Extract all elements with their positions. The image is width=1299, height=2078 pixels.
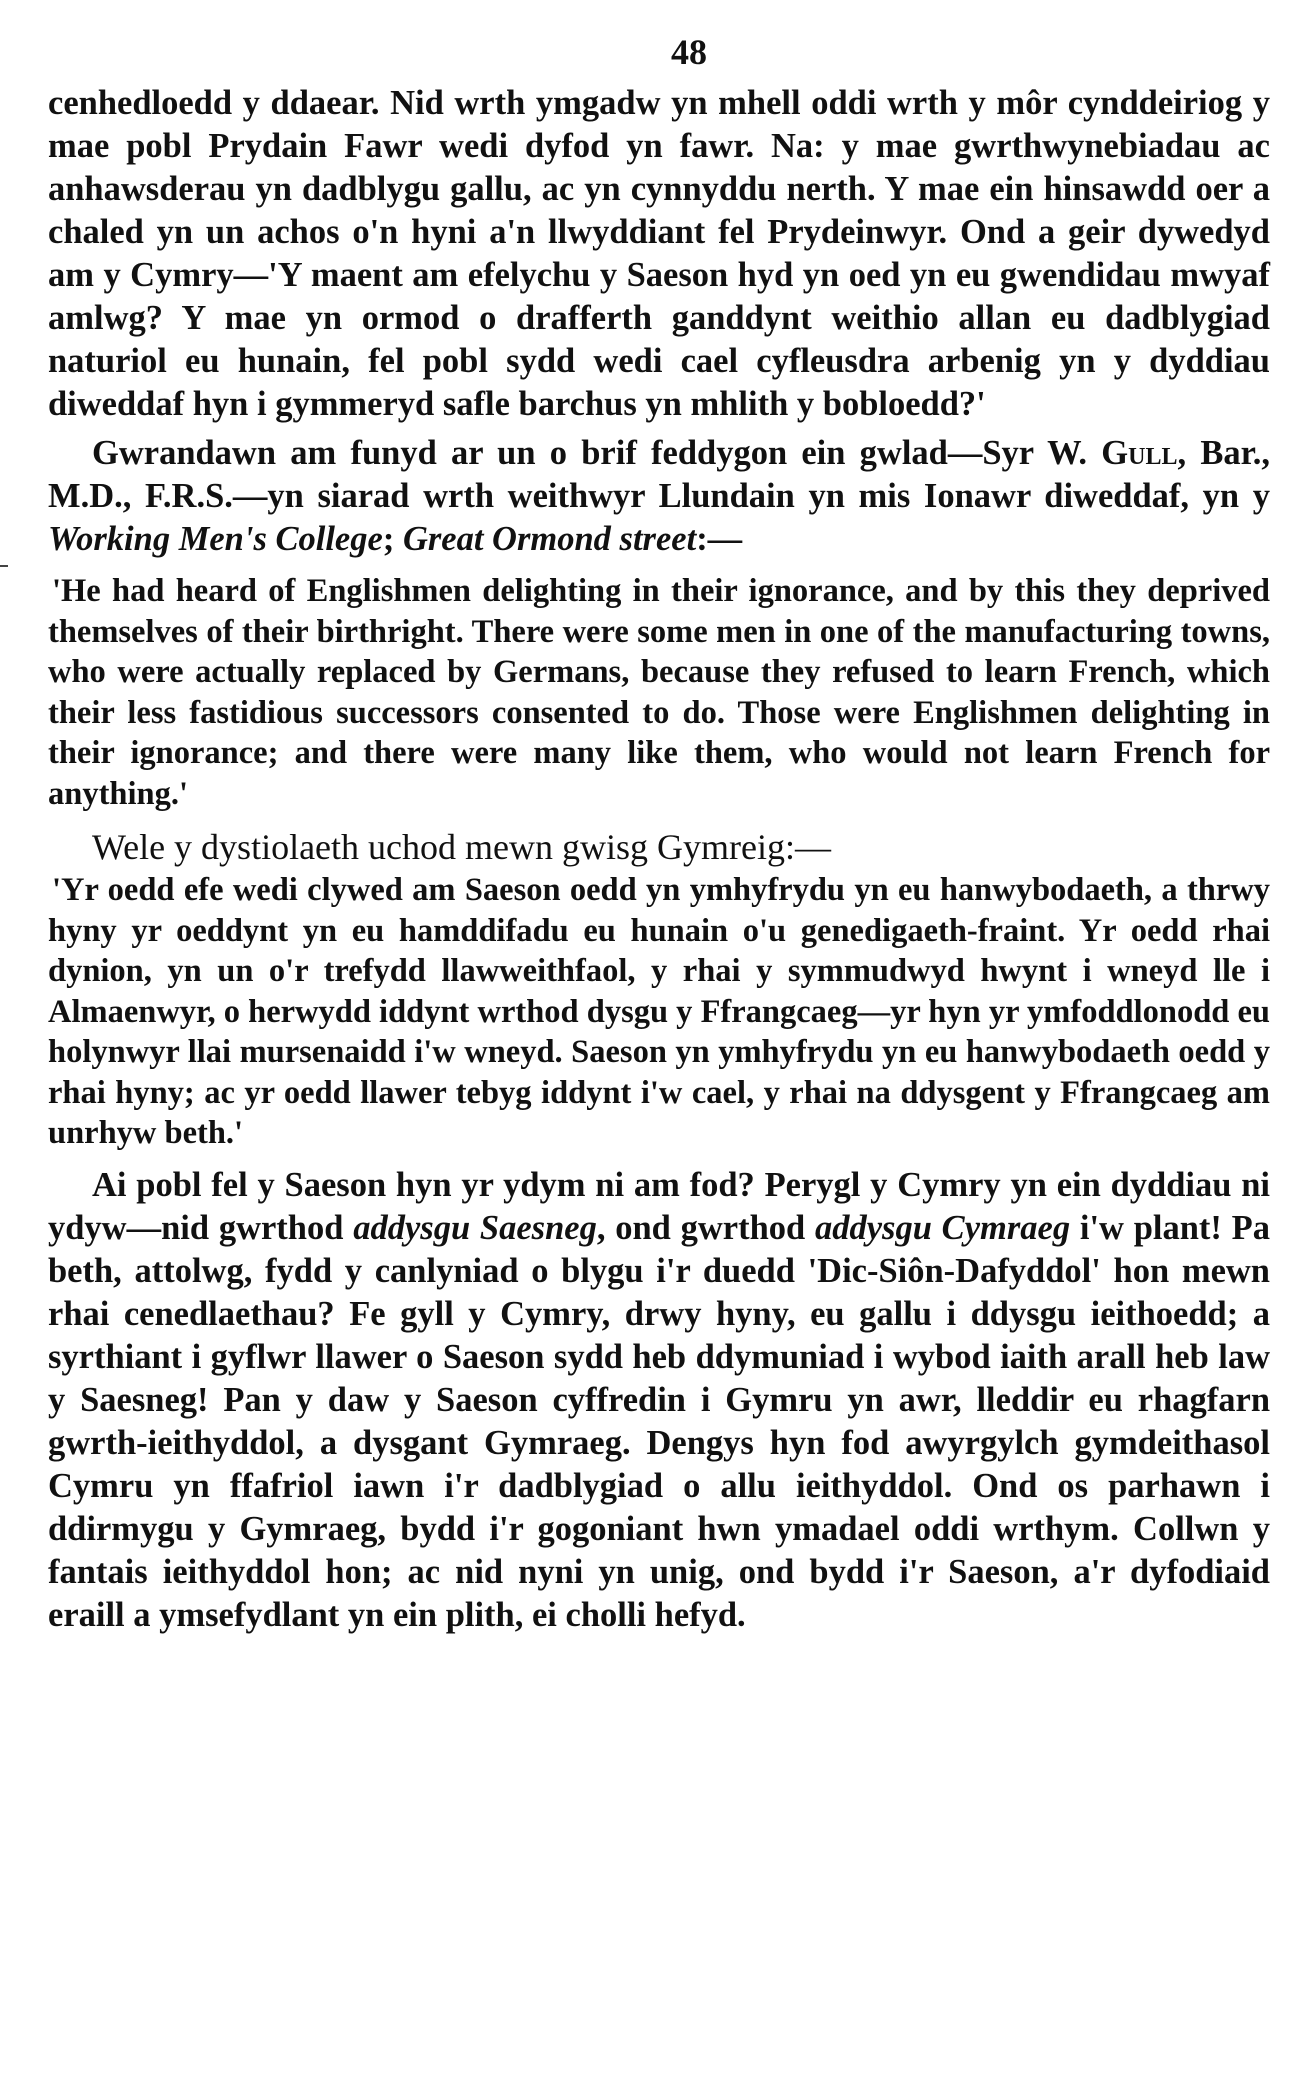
spacer bbox=[48, 814, 1270, 824]
paragraph-6-text-c: i'w plant! Pa beth, attolwg, fydd y canlyniad o blygu i'r duedd 'Dic-Siôn-Dafyddol' hon mewn rhai cenedlaethau? Fe gyll y Cymry, drwy hyny, eu gallu i ddysgu ieithoedd; a syrthiant i gyflwr llawer o Saeson sydd heb ddymuniad i wybod iaith arall heb law y Saesneg! Pan y daw y Saeson cyffredin i Gymru yn awr, lleddir eu rhagfarn gwrth-ieithyddol, a dysgant Gymraeg. Dengys hyn fod awyrgylch gymdeithasol Cymru yn ffafriol iawn i'r dadblygiad o allu ieithyddol. Ond os parhawn i ddirmygu y Gymraeg, bydd i'r gogoniant hwn ymadael oddi wrthym. Collwn y fantais ieithyddol hon; ac nid nyni yn unig, ond bydd i'r Saeson, a'r dyfodiaid eraill a ymsefydlant yn ein plith, ei cholli hefyd. bbox=[48, 1208, 1271, 1634]
paragraph-2-text-c: ; bbox=[382, 520, 403, 558]
paragraph-6-text-b: , ond gwrthod bbox=[596, 1208, 815, 1247]
paragraph-4: Wele y dystiolaeth uchod mewn gwisg Gymreig:— bbox=[92, 827, 831, 867]
margin-mark bbox=[0, 565, 8, 567]
italic-phrase-1: addysgu Saesneg bbox=[353, 1208, 597, 1247]
spacer bbox=[48, 1154, 1270, 1164]
book-page bbox=[48, 0, 1270, 2078]
paragraph-6-text-a: Ai pobl fel y Saeson hyn yr ydym ni am fod? Perygl y Cymry yn ein dyddiau ni ydyw—nid gwrthod bbox=[48, 1165, 1270, 1247]
paragraph-6 bbox=[48, 1164, 1270, 1637]
college-name: Working Men's College bbox=[48, 520, 383, 558]
paragraph-2-text-a: Gwrandawn am funyd ar un o brif feddygon ein gwlad—Syr W. bbox=[92, 434, 1102, 472]
italic-phrase-2: addysgu Cymraeg bbox=[814, 1208, 1071, 1247]
paragraph-2-text-b: , Bar., M.D., F.R.S.—yn siarad wrth weithwyr Llundain yn mis Ionawr diweddaf, yn y bbox=[48, 434, 1270, 515]
street-name: Great Ormond street bbox=[402, 520, 697, 558]
spacer bbox=[48, 561, 1270, 571]
paragraph-1: cenhedloedd y ddaear. Nid wrth ymgadw yn mhell oddi wrth y môr cynddeiriog y mae pobl Prydain Fawr wedi dyfod yn fawr. Na: y mae gwrthwynebiadau ac anhawsderau yn dadblygu gallu, ac yn cynnyddu nerth. Y mae ein hinsawdd oer a chaled yn un achos o'n hyni a'n llwyddiant fel Prydeinwyr. Ond a geir dywedyd am y Cymry—'Y maent am efelychu y Saeson hyd yn oed yn eu gwendidau mwyaf amlwg? Y mae yn ormod o drafferth ganddynt weithio allan eu dadblygiad naturiol eu hunain, fel pobl sydd wedi cael cyfleusdra arbenig yn y dyddiau diweddaf hyn i gymmeryd safle barchus yn mhlith y bobloedd?' bbox=[48, 84, 1270, 423]
paragraph-2-text-d: :— bbox=[696, 520, 743, 558]
author-name: Gull bbox=[1101, 434, 1178, 472]
welsh-quote: 'Yr oedd efe wedi clywed am Saeson oedd yn ymhyfrydu yn eu hanwybodaeth, a thrwy hyny yr oeddynt yn eu hamddifadu eu hunain o'u genedigaeth-fraint. Yr oedd rhai dynion, yn un o'r trefydd llawweithfaol, y rhai y symmudwyd hwynt i wneyd lle i Almaenwyr, o herwydd iddynt wrthod dysgu y Ffrangcaeg—yr hyn yr ymfoddlonodd eu holynwyr llai mursenaidd i'w wneyd. Saeson yn ymhyfrydu yn eu hanwybodaeth oedd y rhai hyny; ac yr oedd llawer tebyg iddynt i'w cael, y rhai na ddysgent y Ffrangcaeg am unrhyw beth.' bbox=[48, 872, 1270, 1151]
paragraph-2 bbox=[48, 432, 1270, 561]
page-number: 48 bbox=[671, 32, 707, 72]
english-quote: 'He had heard of Englishmen delighting in their ignorance, and by this they deprived themselves of their birthright. There were some men in one of the manufacturing towns, who were actually replaced by Germans, because they refused to learn French, which their less fastidious successors consented to do. Those were Englishmen delighting in their ignorance; and there were many like them, who would not learn French for anything.' bbox=[48, 573, 1270, 812]
